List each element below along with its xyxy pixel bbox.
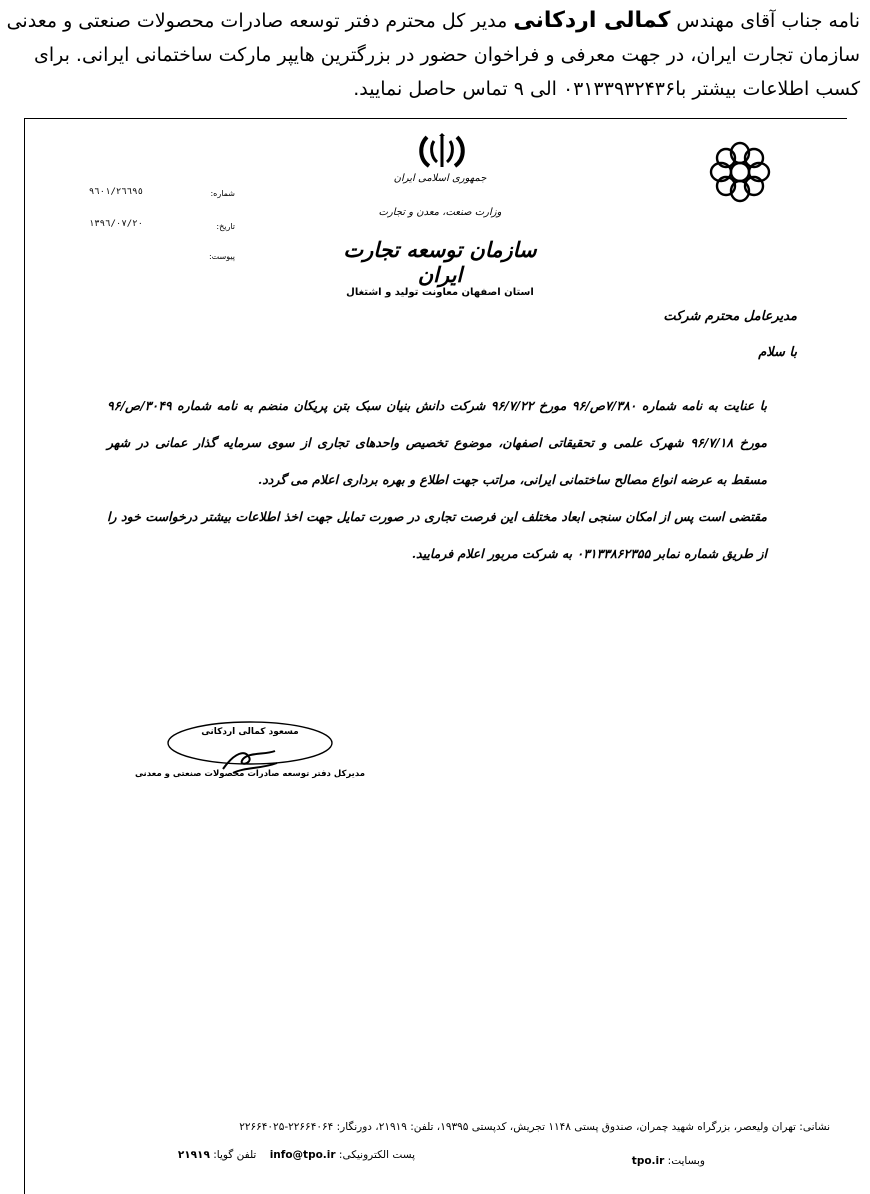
date-label: تاریخ:: [216, 222, 235, 231]
number-label: شماره:: [210, 189, 235, 198]
footer-website: [585, 1155, 705, 1167]
website-label: وبسایت:: [667, 1155, 705, 1167]
signatory-name: مسعود کمالی اردکانی: [201, 727, 299, 737]
addressee: مدیرعامل محترم شرکت: [663, 309, 797, 324]
number-value: ۹٦٠١/٢٦٦٩٥: [88, 187, 143, 197]
letter-body: [107, 387, 767, 572]
page-caption: [6, 4, 860, 106]
phone-label: تلفن گویا:: [213, 1149, 257, 1161]
organization-name: سازمان توسعه تجارت ایران: [343, 237, 537, 287]
caption-part1: نامه جناب آقای مهندس: [670, 10, 860, 32]
ministry-label: وزارت صنعت، معدن و تجارت: [378, 207, 502, 218]
greeting: با سلام: [758, 345, 797, 360]
signatory-title: مدیرکل دفتر توسعه صادرات محصولات صنعتی و معدنی: [134, 769, 366, 779]
email-label: پست الکترونیکی:: [338, 1149, 415, 1161]
letter-document: [24, 118, 847, 1194]
tpo-logo-icon: [705, 137, 775, 207]
footer-address: نشانی: تهران ولیعصر، بزرگراه شهید چمران، صندوق پستی ۱۱۴۸ تجریش، کدپستی ۱۹۳۹۵، تلفن: ۲۱۹۱۹، دورنگار: ۲۲۶۶۴۰۶۴-۲۲۶۶۴۰۲۵: [239, 1121, 830, 1133]
body-paragraph-1: با عنایت به نامه شماره ۷/۳۸۰ص/۹۶ مورخ ۹۶/۷/۲۲ شرکت دانش بنیان سبک بتن پریکان منضم به نامه شماره ۳۰۴۹/ص/۹۶ مورخ ۹۶/۷/۱۸ شهرک علمی و تحقیقاتی اصفهان، موضوع تخصیص واحدهای تجاری از سوی سرمایه گذار عمانی در شهر مسقط به عرضه انواع مصالح ساختمانی ایرانی، مراتب جهت اطلاع و بهره برداری اعلام می گردد.: [107, 398, 767, 487]
website-link[interactable]: tpo.ir: [631, 1155, 665, 1167]
iran-emblem-icon: [417, 133, 467, 171]
republic-label: جمهوری اسلامی ایران: [393, 173, 487, 184]
phone-value: ۲۱۹۱۹: [177, 1149, 210, 1161]
email-link[interactable]: info@tpo.ir: [269, 1149, 336, 1161]
caption-part2: مدیر کل محترم دفتر توسعه صادرات محصولات صنعتی و معدنی سازمان تجارت ایران، در جهت معرفی و فراخوان حضور در بزرگترین هایپر مارکت ساختمانی ایرانی. برای کسب اطلاعات بیشتر با۰۳۱۳۳۹۳۲۴۳۶ الی ۹ تماس حاصل نمایید.: [6, 10, 860, 100]
footer-contact: [95, 1149, 415, 1161]
attachment-label: پیوست:: [208, 252, 235, 261]
caption-name: کمالی اردکانی: [513, 8, 671, 33]
province-label: استان اصفهان معاونت تولید و اشتغال: [346, 287, 534, 298]
body-paragraph-2: مقتضی است پس از امکان سنجی ابعاد مختلف این فرصت تجاری در صورت تمایل جهت اخذ اطلاعات بیشتر درخواست خود را از طریق شماره نمابر ۰۳۱۳۳۸۶۲۳۵۵ به شرکت مربور اعلام فرمایید.: [107, 509, 767, 561]
date-value: ١٣٩٦/٠٧/٢٠: [88, 219, 143, 229]
